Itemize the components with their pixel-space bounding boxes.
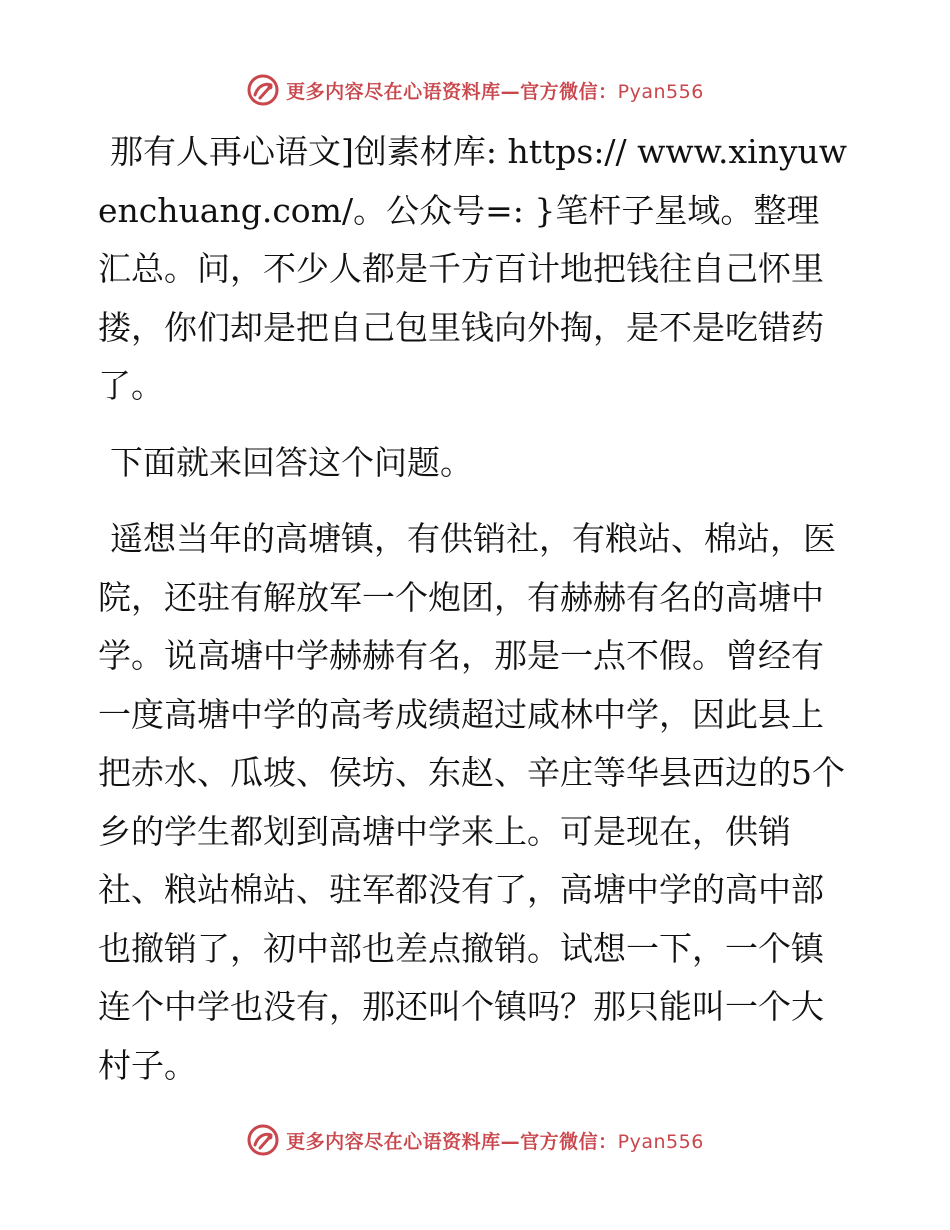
paragraph-text: 遥想当年的高塘镇，有供销社，有粮站、棉站，医院，还驻有解放军一个炮团，有赫赫有名的高塘中学。说高塘中学赫赫有名，那是一点不假。曾经有一度高塘中学的高考成绩超过咸林中学，因此县上把赤水、瓜坡、侯坊、东赵、辛庄等华县西边的5个乡的学生都划到高塘中学来上。可是现在，供销社、粮站棉站、驻军都没有了，高塘中学的高中部也撤销了，初中部也差点撤销。试想一下，一个镇连个中学也没有，那还叫个镇吗？那只能叫一个大村子。 bbox=[98, 519, 845, 1085]
seal-logo-icon bbox=[246, 1123, 280, 1157]
paragraph-2 bbox=[98, 434, 850, 493]
paragraph-text: 下面就来回答这个问题。 bbox=[110, 442, 473, 482]
wechat-id: Pyan556 bbox=[617, 80, 704, 103]
header-banner bbox=[0, 70, 950, 110]
banner-text bbox=[286, 77, 704, 104]
wechat-id: Pyan556 bbox=[617, 1130, 704, 1153]
banner-label: 更多内容尽在心语资料库—官方微信： bbox=[286, 1130, 618, 1153]
seal-logo-icon bbox=[246, 73, 280, 107]
footer-banner bbox=[0, 1120, 950, 1160]
paragraph-text: 那有人再心语文]创素材库: https:// www.xinyuwenchuang.com/。公众号=: }笔杆子星域。整理汇总。问，不少人都是千方百计地把钱往自己怀里搂，你们却是把自己包里钱向外掏，是不是吃错药了。 bbox=[98, 132, 848, 405]
banner-label: 更多内容尽在心语资料库—官方微信： bbox=[286, 80, 618, 103]
paragraph-3 bbox=[98, 510, 850, 1095]
document-body bbox=[98, 123, 850, 1113]
banner-text bbox=[286, 1127, 704, 1154]
paragraph-1 bbox=[98, 123, 850, 416]
